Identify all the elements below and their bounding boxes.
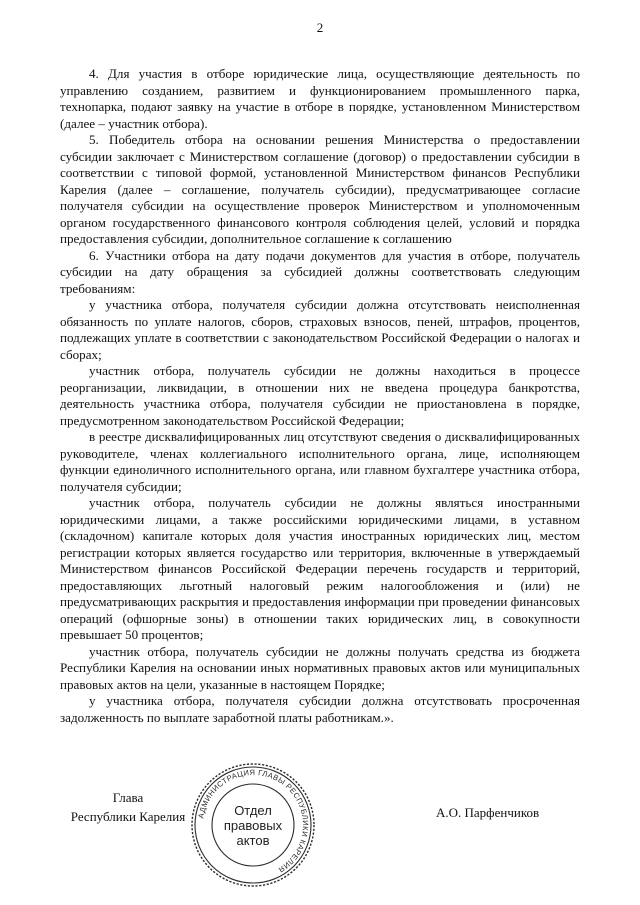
signatory-title-line2: Республики Карелия	[70, 809, 186, 824]
paragraph-5: 5. Победитель отбора на основании решения Министерства о предоставлении субсидии заключает с Министерством соглашение (договор) о предоставлении субсидии в соответствии с типовой формой, установленной Министерством финансов Республики Карелия (далее – соглашение, получатель субсидии), предусматривающее согласие получателя субсидии на осуществление проверок Министерством и уполномоченным органом государственного финансового контроля соблюдения целей, условий и порядка предоставления субсидии, дополнительное соглашение к соглашению	[60, 132, 580, 246]
signatory-name: А.О. Парфенчиков	[436, 805, 540, 820]
stamp-ring-text: АДМИНИСТРАЦИЯ ГЛАВЫ РЕСПУБЛИКИ КАРЕЛИЯ	[196, 767, 311, 875]
document-body	[60, 66, 580, 726]
requirement-wage-debt: у участника отбора, получателя субсидии должна отсутствовать просроченная задолженность по выплате заработной платы работникам.».	[60, 693, 580, 725]
requirement-reorganization: участник отбора, получатель субсидии не должны находиться в процессе реорганизации, ликвидации, в отношении них не введена процедура банкротства, деятельность участника отбора, получателя субсидии не приостановлена в порядке, предусмотренном законодательством Российской Федерации;	[60, 363, 580, 428]
stamp-center-line1: Отдел	[234, 803, 272, 818]
requirement-other-budget: участник отбора, получатель субсидии не должны получать средства из бюджета Республики Карелия на основании иных нормативных правовых актов или муниципальных правовых актов на цели, указанные в настоящем Порядке;	[60, 643, 580, 692]
official-stamp	[188, 760, 318, 890]
requirement-foreign-entities: участник отбора, получатель субсидии не должны являться иностранными юридическими лицами, а также российскими юридическими лицами, в уставном (складочном) капитале которых доля участия иностранных юридических лиц, местом регистрации которых является государство или территория, включенные в утверждаемый Министерством финансов Российской Федерации перечень государств и территорий, предоставляющих льготный налоговый режим налогообложения и (или) не предусматривающих раскрытия и предоставления информации при проведении финансовых операций (офшорные зоны) в отношении таких юридических лиц, в совокупности превышает 50 процентов;	[60, 495, 580, 642]
paragraph-6: 6. Участники отбора на дату подачи документов для участия в отборе, получатель субсидии на дату обращения за субсидией должны соответствовать следующим требованиям:	[60, 247, 580, 296]
requirement-disqualified: в реестре дисквалифицированных лиц отсутствуют сведения о дисквалифицированных руководителе, членах коллегиального исполнительного органа, лице, исполняющем функции единоличного исполнительного органа, или главном бухгалтере участника отбора, получателя субсидии;	[60, 429, 580, 494]
stamp-center-line3: актов	[236, 833, 270, 848]
page-number: 2	[316, 20, 324, 35]
signatory-title-line1: Глава	[112, 790, 144, 805]
signatory-title	[60, 788, 196, 826]
requirement-taxes: у участника отбора, получателя субсидии должна отсутствовать неисполненная обязанность по уплате налогов, сборов, страховых взносов, пеней, штрафов, процентов, подлежащих уплате в соответствии с законодательством Российской Федерации о налогах и сборах;	[60, 297, 580, 362]
paragraph-4: 4. Для участия в отборе юридические лица, осуществляющие деятельность по управлению созданием, развитием и функционированием промышленного парка, технопарка, подают заявку на участие в отборе в порядке, установленном Министерством (далее – участник отбора).	[60, 66, 580, 131]
stamp-center-line2: правовых	[223, 818, 283, 833]
signature-block	[0, 760, 640, 880]
